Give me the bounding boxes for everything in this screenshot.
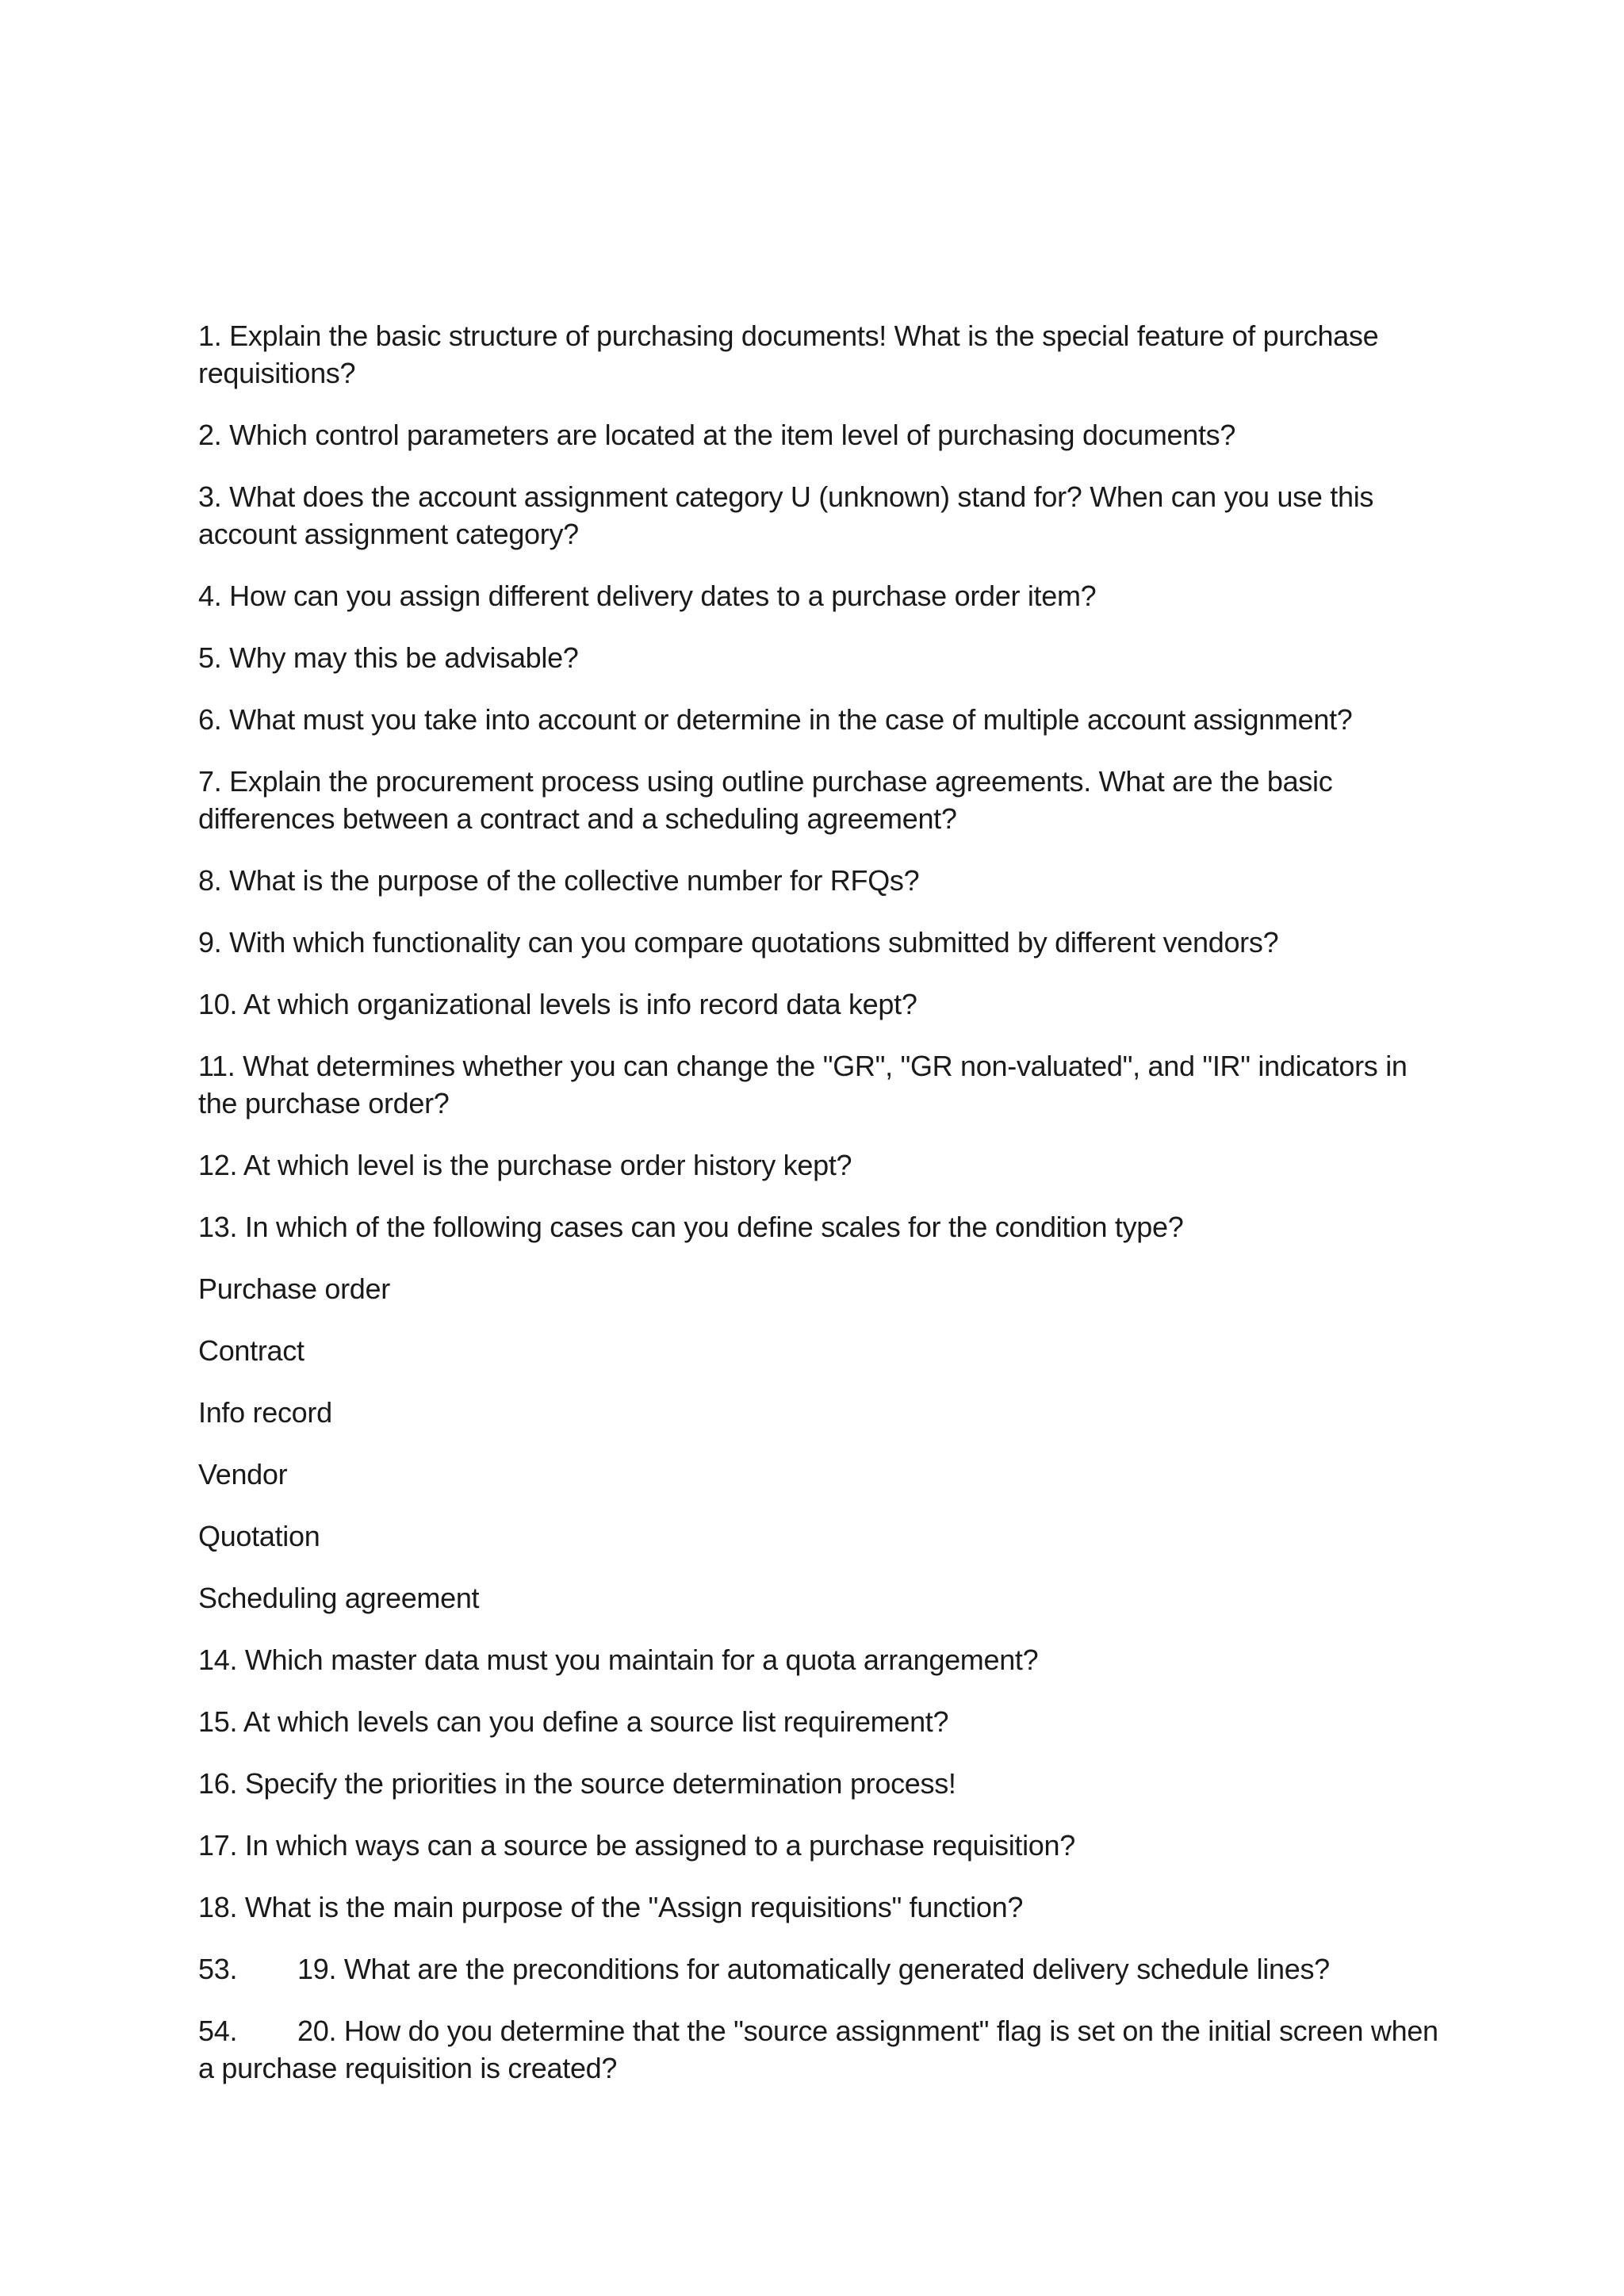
question-2: 2. Which control parameters are located at the item level of purchasing documents? bbox=[198, 419, 1236, 451]
question-7: 7. Explain the procurement process using outline purchase agreements. What are the basic differences between a contract and a scheduling agreement? bbox=[198, 765, 1333, 835]
question-16: 16. Specify the priorities in the source determination process! bbox=[198, 1767, 956, 1800]
question-9: 9. With which functionality can you compare quotations submitted by different vendors? bbox=[198, 926, 1279, 959]
question-20 bbox=[198, 2012, 1451, 2087]
question-4: 4. How can you assign different delivery dates to a purchase order item? bbox=[198, 580, 1097, 612]
question-18: 18. What is the main purpose of the "Assign requisitions" function? bbox=[198, 1891, 1024, 1923]
option-info-record: Info record bbox=[198, 1396, 332, 1429]
question-5: 5. Why may this be advisable? bbox=[198, 641, 579, 674]
question-10: 10. At which organizational levels is info record data kept? bbox=[198, 988, 917, 1020]
question-13: 13. In which of the following cases can you define scales for the condition type? bbox=[198, 1211, 1184, 1243]
question-17: 17. In which ways can a source be assigned to a purchase requisition? bbox=[198, 1829, 1075, 1862]
question-14: 14. Which master data must you maintain for a quota arrangement? bbox=[198, 1644, 1039, 1676]
option-contract: Contract bbox=[198, 1334, 304, 1367]
question-1: 1. Explain the basic structure of purchasing documents! What is the special feature of purchase requisitions? bbox=[198, 320, 1379, 389]
question-12: 12. At which level is the purchase order history kept? bbox=[198, 1149, 852, 1181]
question-11: 11. What determines whether you can change the "GR", "GR non-valuated", and "IR" indicators in the purchase order? bbox=[198, 1050, 1408, 1119]
question-15: 15. At which levels can you define a source list requirement? bbox=[198, 1705, 949, 1738]
questions-list bbox=[198, 317, 1451, 2111]
question-8: 8. What is the purpose of the collective number for RFQs? bbox=[198, 864, 920, 897]
question-19 bbox=[198, 1950, 1451, 1988]
question-3: 3. What does the account assignment category U (unknown) stand for? When can you use this account assignment category? bbox=[198, 480, 1374, 550]
option-vendor: Vendor bbox=[198, 1458, 288, 1490]
option-purchase-order: Purchase order bbox=[198, 1272, 390, 1305]
list-number-53: 53. bbox=[198, 1953, 238, 1985]
option-quotation: Quotation bbox=[198, 1520, 320, 1552]
question-6: 6. What must you take into account or determine in the case of multiple account assignment? bbox=[198, 703, 1353, 736]
question-20-text: 20. How do you determine that the "source assignment" flag is set on the initial screen when a purchase requisition is created? bbox=[198, 2015, 1438, 2084]
option-scheduling-agreement: Scheduling agreement bbox=[198, 1582, 480, 1614]
list-number-54: 54. bbox=[198, 2015, 238, 2047]
question-19-text: 19. What are the preconditions for automatically generated delivery schedule lines? bbox=[297, 1953, 1330, 1985]
